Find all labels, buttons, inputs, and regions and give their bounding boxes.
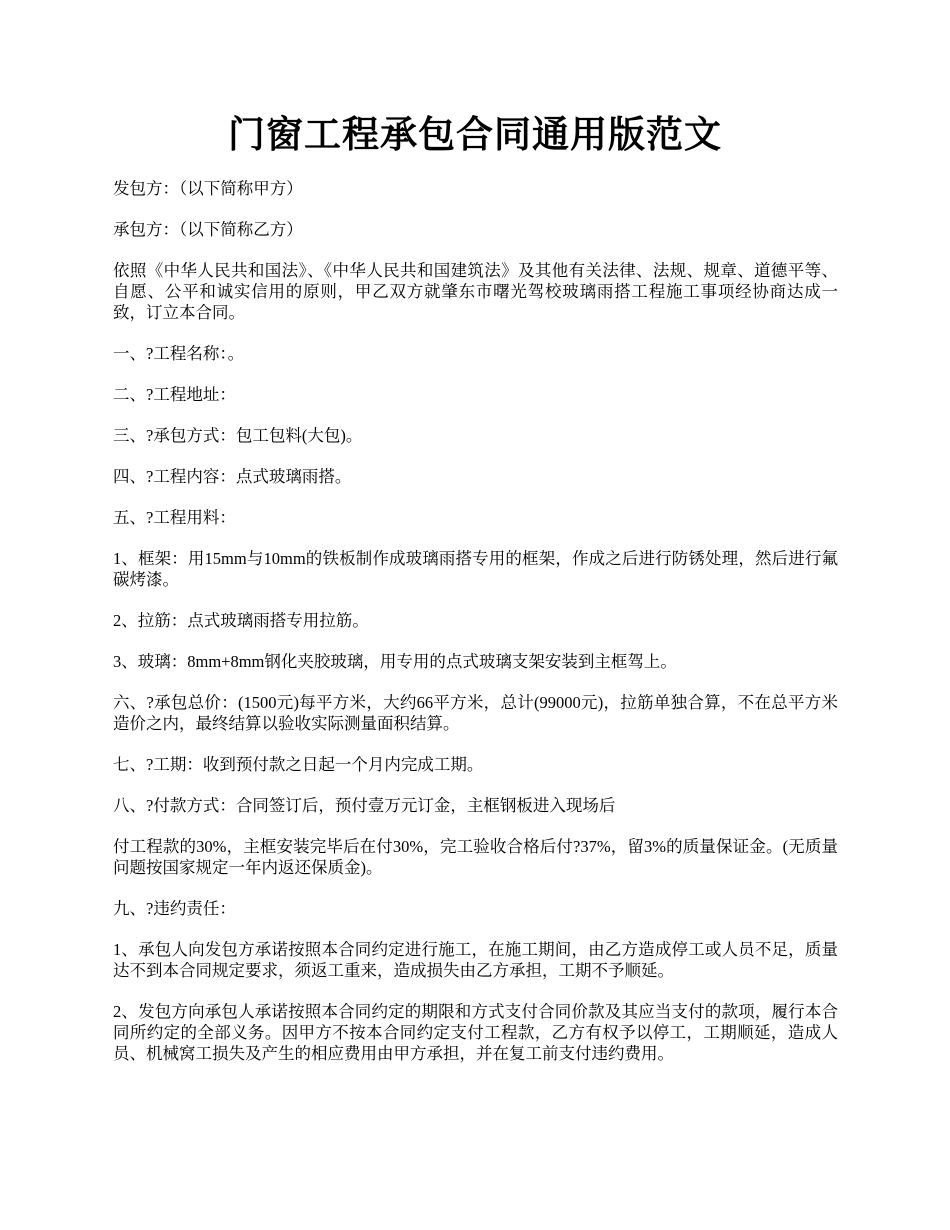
clause-project-content: 四、?工程内容：点式玻璃雨搭。 <box>113 467 352 486</box>
document-title: 门窗工程承包合同通用版范文 <box>228 115 722 156</box>
party-b-line: 承包方：（以下简称乙方） <box>113 220 303 239</box>
clause-materials: 五、?工程用料： <box>113 508 236 527</box>
clause-contract-method: 三、?承包方式：包工包料(大包)。 <box>113 426 363 445</box>
document-body <box>113 178 838 1084</box>
preamble-paragraph: 依照《中华人民共和国法》、《中华人民共和国建筑法》及其他有关法律、法规、规章、道德平等、自愿、公平和诚实信用的原则，甲乙双方就肇东市曙光驾校玻璃雨搭工程施工事项经协商达成一致，订立本合同。 <box>113 261 838 322</box>
clause-payment-method: 八、?付款方式：合同签订后，预付壹万元订金，主框钢板进入现场后 <box>113 796 616 815</box>
liability-contractor: 1、承包人向发包方承诺按照本合同约定进行施工，在施工期间，由乙方造成停工或人员不足，质量达不到本合同规定要求，须返工重来，造成损失由乙方承担，工期不予顺延。 <box>113 940 838 980</box>
payment-terms: 付工程款的30%，主框安装完毕后在付30%，完工验收合格后付?37%，留3%的质量保证金。(无质量问题按国家规定一年内返还保质金)。 <box>113 837 838 877</box>
clause-project-address: 二、?工程地址： <box>113 385 236 404</box>
party-a-line: 发包方：（以下简称甲方） <box>113 179 303 198</box>
clause-liability: 九、?违约责任： <box>113 899 236 918</box>
clause-total-price: 六、?承包总价：(1500元)每平方米，大约66平方米，总计(99000元)，拉筋单独合算，不在总平方米造价之内，最终结算以验收实际测量面积结算。 <box>113 693 838 733</box>
material-tie-bar: 2、拉筋：点式玻璃雨搭专用拉筋。 <box>113 611 369 630</box>
clause-project-name: 一、?工程名称：。 <box>113 344 245 363</box>
material-frame: 1、框架：用15mm与10mm的铁板制作成玻璃雨搭专用的框架，作成之后进行防锈处理，然后进行氟碳烤漆。 <box>113 549 838 589</box>
liability-employer: 2、发包方向承包人承诺按照本合同约定的期限和方式支付合同价款及其应当支付的款项，履行本合同所约定的全部义务。因甲方不按本合同约定支付工程款，乙方有权予以停工，工期顺延，造成人员、机械窝工损失及产生的相应费用由甲方承担，并在复工前支付违约费用。 <box>113 1002 838 1063</box>
material-glass: 3、玻璃：8mm+8mm钢化夹胶玻璃，用专用的点式玻璃支架安装到主框驾上。 <box>113 652 677 671</box>
clause-schedule: 七、?工期：收到预付款之日起一个月内完成工期。 <box>113 755 484 774</box>
